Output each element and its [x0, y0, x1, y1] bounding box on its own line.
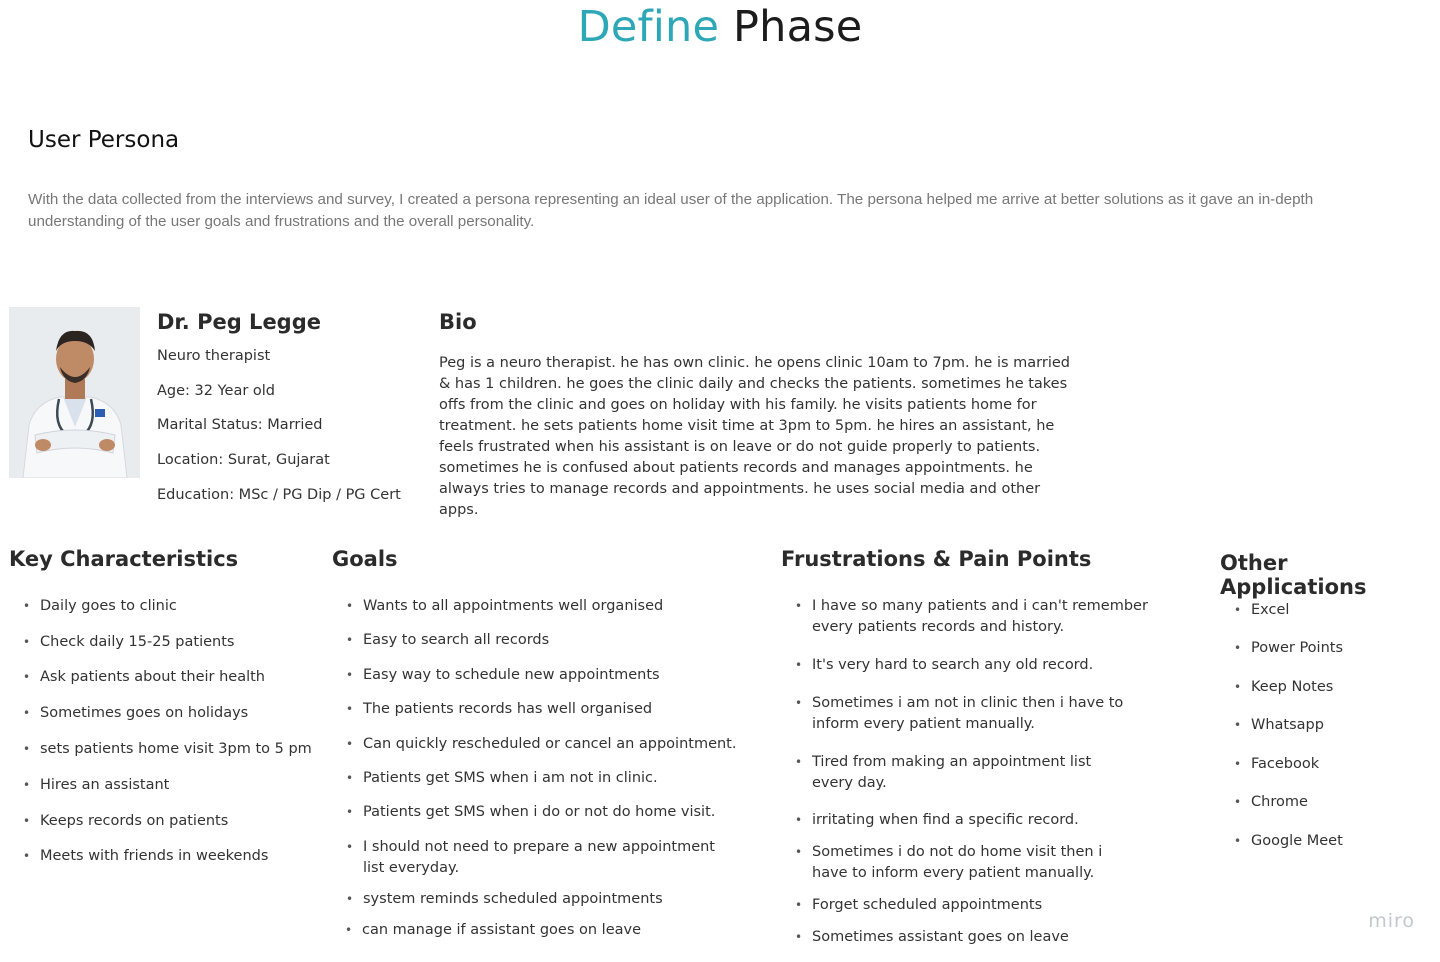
bio-line: Peg is a neuro therapist. he has own clinic. he opens clinic 10am to 7pm. he is married: [439, 355, 1070, 371]
frustrations-title: Frustrations & Pain Points: [781, 547, 1092, 571]
bullet-icon: •: [1234, 718, 1242, 732]
list-item: • sets patients home visit 3pm to 5 pm: [40, 739, 330, 760]
list-item: • can manage if assistant goes on leave: [362, 920, 762, 941]
bullet-icon: •: [1234, 603, 1242, 617]
bullet-icon: •: [23, 670, 31, 684]
bullet-icon: •: [346, 892, 354, 906]
bio-title: Bio: [439, 310, 477, 334]
list-item: • I should not need to prepare a new appointment list everyday.: [346, 839, 715, 876]
list-item: • Sometimes i do not do home visit then i have to inform every patient manually.: [795, 844, 1103, 881]
bio-line: sometimes he is confused about patients records and manages appointments. he: [439, 460, 1033, 476]
bullet-icon: •: [1234, 795, 1242, 809]
goals-title: Goals: [332, 547, 398, 571]
bullet-icon: •: [346, 668, 354, 682]
bullet-icon: •: [795, 930, 803, 944]
list-item: • Daily goes to clinic: [40, 596, 330, 617]
bullet-icon: •: [346, 702, 354, 716]
bullet-icon: •: [23, 814, 31, 828]
bullet-icon: •: [23, 599, 31, 613]
bullet-icon: •: [23, 849, 31, 863]
list-item: • Can quickly rescheduled or cancel an appointment.: [363, 734, 763, 755]
list-item: • irritating when find a specific record.: [812, 810, 1157, 831]
list-item: • Power Points: [1251, 638, 1431, 659]
list-item: • Easy way to schedule new appointments: [363, 665, 763, 686]
persona-role: Neuro therapist: [157, 348, 271, 364]
bullet-icon: •: [23, 706, 31, 720]
doctor-portrait-icon: [9, 307, 140, 478]
persona-name: Dr. Peg Legge: [157, 310, 321, 334]
list-item: • Excel: [1251, 600, 1431, 621]
bio-line: feels frustrated when his assistant is on leave or do not guide properly to patients.: [439, 439, 1041, 455]
list-item: • Tired from making an appointment list every day.: [795, 754, 1092, 791]
list-item: • Forget scheduled appointments: [812, 895, 1157, 916]
page-title-rest: Phase: [733, 2, 863, 52]
bio-line: offs from the clinic and goes on holiday with his family. he visits patients home for: [439, 397, 1037, 413]
list-item: • Easy to search all records: [363, 630, 763, 651]
bullet-icon: •: [23, 778, 31, 792]
list-item: • Whatsapp: [1251, 715, 1431, 736]
list-item: • system reminds scheduled appointments: [363, 889, 763, 910]
bio-line: apps.: [439, 502, 479, 518]
bullet-icon: •: [346, 633, 354, 647]
bullet-icon: •: [795, 696, 803, 710]
bullet-icon: •: [795, 658, 803, 672]
persona-photo: [9, 307, 140, 478]
bullet-icon: •: [346, 599, 354, 613]
list-item: • It's very hard to search any old record.: [812, 655, 1157, 676]
persona-education: Education: MSc / PG Dip / PG Cert: [157, 487, 401, 503]
list-item: • Sometimes assistant goes on leave: [812, 927, 1157, 948]
bullet-icon: •: [346, 840, 354, 854]
bullet-icon: •: [1234, 680, 1242, 694]
bullet-icon: •: [346, 771, 354, 785]
list-item: • Facebook: [1251, 754, 1431, 775]
persona-location: Location: Surat, Gujarat: [157, 452, 330, 468]
bio-line: & has 1 children. he goes the clinic daily and checks the patients. sometimes he takes: [439, 376, 1068, 392]
list-item: • Keeps records on patients: [40, 811, 330, 832]
bullet-icon: •: [795, 898, 803, 912]
list-item: • The patients records has well organised: [363, 699, 763, 720]
list-item: • Patients get SMS when i do or not do home visit.: [363, 802, 763, 823]
list-item: • Meets with friends in weekends: [40, 846, 330, 867]
persona-age: Age: 32 Year old: [157, 383, 276, 399]
bullet-icon: •: [23, 635, 31, 649]
list-item: • Check daily 15-25 patients: [40, 632, 330, 653]
bio-text: [439, 353, 1079, 521]
bullet-icon: •: [1234, 834, 1242, 848]
bullet-icon: •: [346, 805, 354, 819]
list-item: • Keep Notes: [1251, 677, 1431, 698]
page-title-accent: Define: [577, 2, 720, 52]
list-item: • Chrome: [1251, 792, 1431, 813]
bullet-icon: •: [795, 845, 803, 859]
list-item: • Sometimes goes on holidays: [40, 703, 330, 724]
bullet-icon: •: [795, 599, 803, 613]
section-title: User Persona: [28, 127, 180, 153]
bio-line: treatment. he sets patients home visit time at 3pm to 5pm. he hires an assistant, he: [439, 418, 1055, 434]
list-item: • Patients get SMS when i am not in clinic.: [363, 768, 763, 789]
bullet-icon: •: [23, 742, 31, 756]
bullet-icon: •: [795, 755, 803, 769]
persona-marital-status: Marital Status: Married: [157, 417, 323, 433]
page-title: [0, 2, 1440, 52]
bullet-icon: •: [345, 923, 353, 937]
bullet-icon: •: [1234, 641, 1242, 655]
list-item: • Sometimes i am not in clinic then i have to inform every patient manually.: [795, 695, 1124, 732]
list-item: • Google Meet: [1251, 831, 1431, 852]
list-item: • Hires an assistant: [40, 775, 330, 796]
key-characteristics-title: Key Characteristics: [9, 547, 239, 571]
miro-watermark: miro: [1368, 910, 1415, 932]
section-intro: With the data collected from the interviews and survey, I created a persona representing an ideal user of the application. The persona helped me arrive at better solutions as it gave an in-depth understanding of the user goals and frustrations and the overall personality.: [28, 191, 1314, 230]
bio-line: always tries to manage records and appointments. he uses social media and other: [439, 481, 1041, 497]
list-item: • Ask patients about their health: [40, 667, 330, 688]
list-item: • Wants to all appointments well organised: [363, 596, 763, 617]
bullet-icon: •: [1234, 757, 1242, 771]
bullet-icon: •: [795, 813, 803, 827]
bullet-icon: •: [346, 737, 354, 751]
other-applications-title: Other Applications: [1220, 551, 1367, 599]
list-item: • I have so many patients and i can't remember every patients records and history.: [795, 598, 1148, 635]
